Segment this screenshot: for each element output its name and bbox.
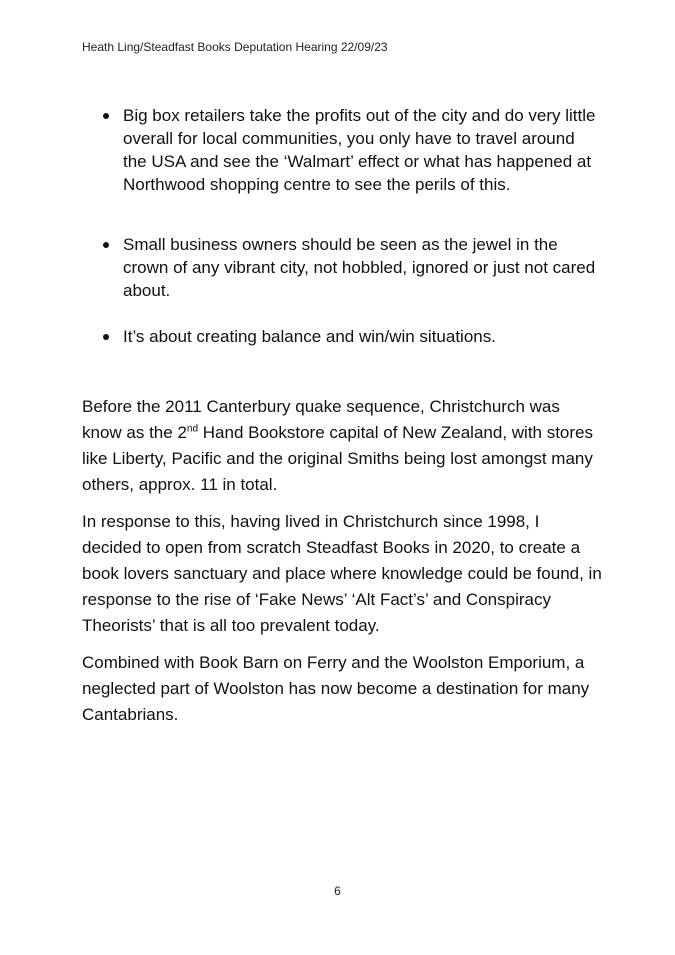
paragraph-text: Hand Bookstore capital of New Zealand, with stores like Liberty, Pacific and the original Smiths being lost amongst many others, approx. 11 in total. bbox=[82, 423, 594, 494]
paragraph-quake-history bbox=[82, 394, 602, 498]
bullet-text: It’s about creating balance and win/win situations. bbox=[123, 327, 496, 346]
bullet-item-balance bbox=[82, 325, 602, 348]
bullet-item-big-box-retailers bbox=[82, 104, 602, 196]
page-header: Heath Ling/Steadfast Books Deputation Hearing 22/09/23 bbox=[82, 40, 388, 54]
bullet-dot-icon bbox=[103, 113, 109, 119]
bullet-text: Big box retailers take the profits out of the city and do very little overall for local communities, you only have to travel around the USA and see the ‘Walmart’ effect or what has happened at Northwood shopping centre to see the perils of this. bbox=[123, 106, 596, 194]
bullet-list bbox=[82, 104, 602, 348]
bullet-dot-icon bbox=[103, 242, 109, 248]
bullet-item-small-business bbox=[82, 233, 602, 302]
bullet-dot-icon bbox=[103, 334, 109, 340]
paragraph-woolston-destination: Combined with Book Barn on Ferry and the Woolston Emporium, a neglected part of Woolston has now become a destination for many Cantabrians. bbox=[82, 653, 590, 724]
ordinal-suffix: nd bbox=[186, 423, 199, 435]
bullet-text: Small business owners should be seen as the jewel in the crown of any vibrant city, not hobbled, ignored or just not cared about. bbox=[123, 235, 596, 300]
paragraph-steadfast-origin: In response to this, having lived in Christchurch since 1998, I decided to open from scratch Steadfast Books in 2020, to create a book lovers sanctuary and place where knowledge could be found, in response to the rise of ‘Fake News’ ‘Alt Fact’s’ and Conspiracy Theorists’ that is all too prevalent today. bbox=[82, 512, 602, 635]
paragraph-text: Before the 2011 Canterbury quake sequence, Christchurch was know as the 2 bbox=[82, 397, 560, 442]
page-number: 6 bbox=[334, 884, 341, 898]
